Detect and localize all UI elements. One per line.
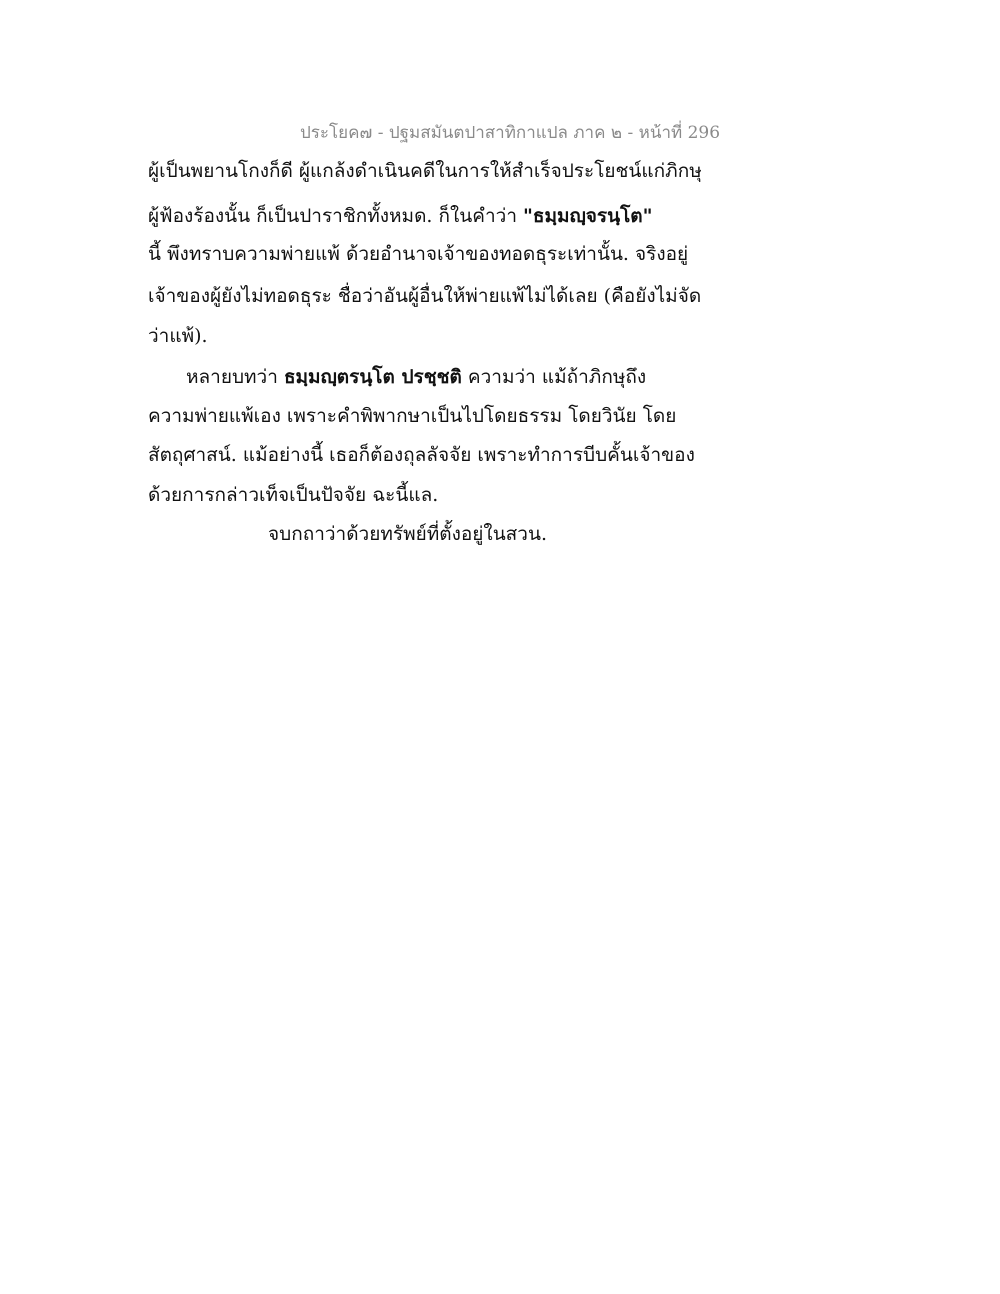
bold-term: ธมฺมญฺตรนฺโต ปรชฺชติ — [283, 366, 462, 388]
text-line-4: เจ้าของผู้ยังไม่ทอดธุระ ชื่อว่าอันผู้อื่นให้พ่ายแพ้ไม่ได้เลย (คือยังไม่จัด — [148, 285, 702, 307]
text-line-7: ความพ่ายแพ้เอง เพราะคำพิพากษาเป็นไปโดยธรรม โดยวินัย โดย — [148, 405, 677, 427]
text-line-6-part: หลายบทว่า — [186, 366, 284, 388]
text-line-9: ด้วยการกล่าวเท็จเป็นปัจจัย ฉะนี้แล. — [148, 484, 439, 506]
text-line-1: ผู้เป็นพยานโกงก็ดี ผู้แกล้งดำเนินคดีในการให้สำเร็จประโยชน์แก่ภิกษุ — [148, 160, 702, 182]
section-end-line: จบกถาว่าด้วยทรัพย์ที่ตั้งอยู่ในสวน. — [268, 523, 547, 545]
text-line-6 — [186, 363, 646, 391]
text-line-5: ว่าแพ้). — [148, 325, 208, 347]
text-line-8: สัตถุศาสน์. แม้อย่างนี้ เธอก็ต้องถุลลัจจัย เพราะทำการบีบคั้นเจ้าของ — [148, 444, 695, 466]
text-line-2 — [148, 202, 653, 230]
page-header: ประโยค๗ - ปฐมสมันตปาสาทิกาแปล ภาค ๒ - หน้าที่ 296 — [300, 123, 721, 143]
text-line-2-part: ผู้ฟ้องร้องนั้น ก็เป็นปาราชิกทั้งหมด. ก็ในคำว่า — [148, 205, 524, 227]
text-line-6-tail: ความว่า แม้ถ้าภิกษุถึง — [461, 366, 647, 388]
text-line-3: นี้ พึงทราบความพ่ายแพ้ ด้วยอำนาจเจ้าของทอดธุระเท่านั้น. จริงอยู่ — [148, 243, 689, 265]
bold-term: "ธมฺมญฺจรนฺโต" — [523, 205, 653, 227]
